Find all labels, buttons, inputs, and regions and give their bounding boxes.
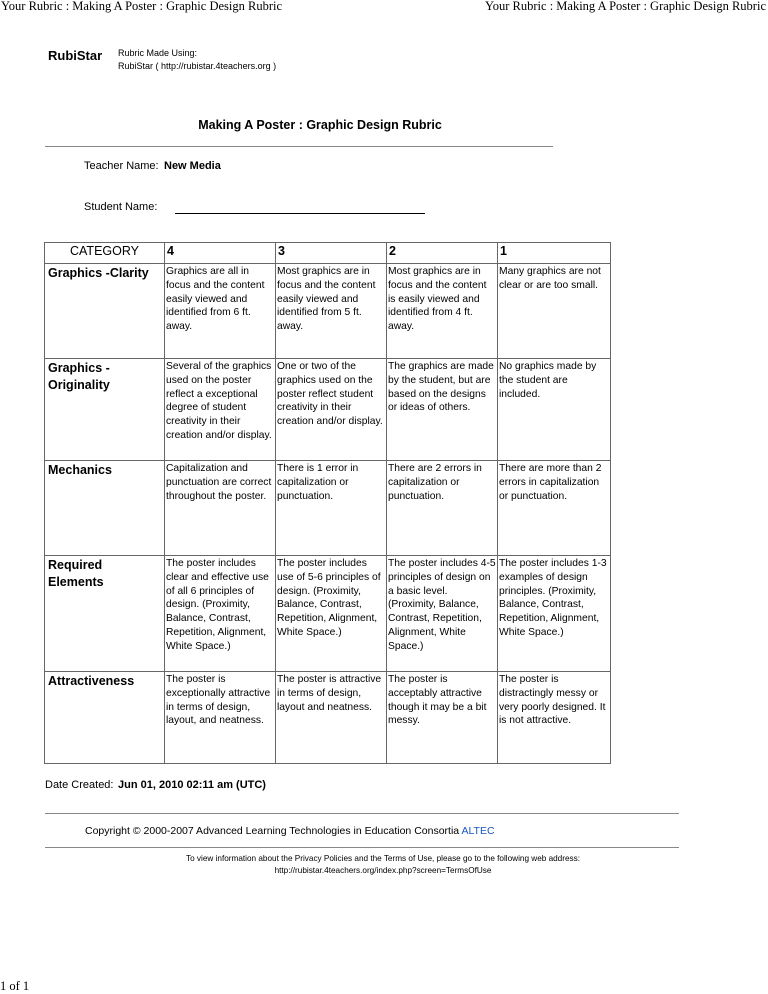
rubric-row-attractiveness [45, 672, 611, 764]
criteria-cell: Most graphics are in focus and the content easily viewed and identified from 5 ft. away. [276, 264, 387, 359]
title-divider [45, 146, 553, 147]
rubric-row-graphics-originality [45, 359, 611, 461]
category-cell: Mechanics [45, 461, 165, 556]
category-cell: Required Elements [45, 556, 165, 672]
criteria-cell: Most graphics are in focus and the content is easily viewed and identified from 4 ft. away. [387, 264, 498, 359]
header-category: CATEGORY [45, 243, 165, 264]
criteria-cell: The poster includes 4-5 principles of design on a basic level. (Proximity, Balance, Contrast, Repetition, Alignment, White Space.) [387, 556, 498, 672]
privacy-text: To view information about the Privacy Policies and the Terms of Use, please go to the following web address: [186, 854, 580, 863]
category-cell: Graphics - Originality [45, 359, 165, 461]
category-cell: Attractiveness [45, 672, 165, 764]
print-header-right: Your Rubric : Making A Poster : Graphic Design Rubric [484, 0, 766, 13]
page-indicator: 1 of 1 [0, 979, 30, 993]
criteria-cell: There is 1 error in capitalization or punctuation. [276, 461, 387, 556]
made-using-label: Rubric Made Using: [118, 48, 198, 58]
print-header-left: Your Rubric : Making A Poster : Graphic Design Rubric [1, 0, 283, 13]
teacher-name-value: New Media [164, 160, 221, 172]
rubric-row-required-elements [45, 556, 611, 672]
criteria-cell: Many graphics are not clear or are too small. [498, 264, 611, 359]
footer-divider-bottom [45, 847, 679, 848]
criteria-cell: The poster is acceptably attractive though it may be a bit messy. [387, 672, 498, 764]
altec-link[interactable]: ALTEC [461, 825, 495, 837]
rubric-row-mechanics [45, 461, 611, 556]
criteria-cell: The poster is exceptionally attractive in terms of design, layout, and neatness. [165, 672, 276, 764]
made-using-link[interactable]: RubiStar ( http://rubistar.4teachers.org ) [118, 61, 277, 71]
header-score-2: 2 [387, 243, 498, 264]
made-using-note [118, 47, 276, 73]
copyright-notice [85, 825, 495, 837]
student-name-field[interactable] [175, 201, 425, 214]
criteria-cell: There are 2 errors in capitalization or punctuation. [387, 461, 498, 556]
criteria-cell: Capitalization and punctuation are correct throughout the poster. [165, 461, 276, 556]
criteria-cell: There are more than 2 errors in capitalization or punctuation. [498, 461, 611, 556]
header-score-1: 1 [498, 243, 611, 264]
category-cell: Graphics -Clarity [45, 264, 165, 359]
criteria-cell: The poster includes 1-3 examples of design principles. (Proximity, Balance, Contrast, Repetition, Alignment, White Space.) [498, 556, 611, 672]
header-score-3: 3 [276, 243, 387, 264]
criteria-cell: One or two of the graphics used on the poster reflect student creativity in their creation and/or display. [276, 359, 387, 461]
rubric-header-row [45, 243, 611, 264]
rubric-table [44, 242, 611, 764]
privacy-notice [100, 853, 666, 877]
criteria-cell: Several of the graphics used on the poster reflect a exceptional degree of student creativity in their creation and/or display. [165, 359, 276, 461]
criteria-cell: The poster includes clear and effective use of all 6 principles of design. (Proximity, Balance, Contrast, Repetition, Alignment, White Space.) [165, 556, 276, 672]
footer-divider-top [45, 813, 679, 814]
teacher-name-label: Teacher Name: [84, 160, 159, 172]
page-title: Making A Poster : Graphic Design Rubric [198, 118, 442, 132]
criteria-cell: No graphics made by the student are included. [498, 359, 611, 461]
criteria-cell: The poster is attractive in terms of design, layout and neatness. [276, 672, 387, 764]
date-created-value: Jun 01, 2010 02:11 am (UTC) [118, 779, 266, 791]
criteria-cell: Graphics are all in focus and the content easily viewed and identified from 6 ft. away. [165, 264, 276, 359]
criteria-cell: The poster is distractingly messy or very poorly designed. It is not attractive. [498, 672, 611, 764]
rubistar-logo: RubiStar [48, 48, 103, 63]
rubric-row-graphics-clarity [45, 264, 611, 359]
terms-of-use-link[interactable]: http://rubistar.4teachers.org/index.php?screen=TermsOfUse [274, 866, 492, 875]
copyright-text: Copyright © 2000-2007 Advanced Learning Technologies in Education Consortia [85, 825, 460, 837]
header-score-4: 4 [165, 243, 276, 264]
student-name-label: Student Name: [84, 201, 158, 213]
criteria-cell: The graphics are made by the student, but are based on the designs or ideas of others. [387, 359, 498, 461]
date-created-label: Date Created: [45, 779, 114, 791]
criteria-cell: The poster includes use of 5-6 principles of design. (Proximity, Balance, Contrast, Repetition, Alignment, White Space.) [276, 556, 387, 672]
